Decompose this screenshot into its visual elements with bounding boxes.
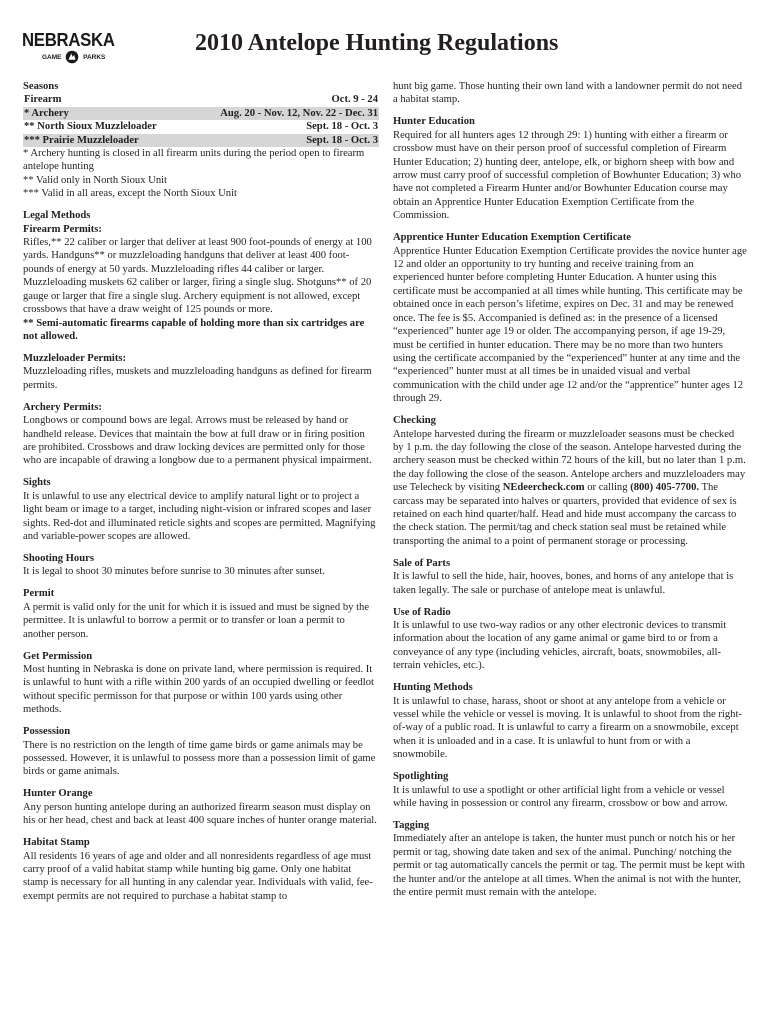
- season-name: ** North Sioux Muzzleloader: [24, 121, 157, 133]
- habitat-stamp-heading: Habitat Stamp: [23, 837, 90, 849]
- season-note: ** Valid only in North Sioux Unit: [23, 174, 168, 186]
- apprentice-heading: Apprentice Hunter Education Exemption Certificate: [393, 232, 631, 244]
- logo-emblem-icon: [65, 50, 79, 64]
- hunting-methods-section: [393, 681, 747, 761]
- firearm-permits-note: ** Semi-automatic firearms capable of holding more than six cartridges are not allowed.: [23, 317, 365, 342]
- hunter-orange-text: Any person hunting antelope during an authorized firearm season must display on his or her head, chest and back at least 400 square inches of hunter orange material.: [23, 801, 377, 827]
- firearm-permits-heading: Firearm Permits:: [23, 223, 102, 235]
- season-note: *** Valid in all areas, except the North Sioux Unit: [23, 188, 237, 200]
- logo-subline: [42, 50, 105, 64]
- shooting-hours-heading: Shooting Hours: [23, 552, 94, 564]
- spotlighting-section: [393, 770, 747, 810]
- season-row-north-sioux: [23, 120, 379, 133]
- muzzleloader-text: Muzzleloading rifles, muskets and muzzleloading handguns as defined for firearm permits.: [23, 366, 372, 391]
- logo-right-word: PARKS: [83, 53, 106, 61]
- get-permission-section: [23, 650, 379, 717]
- checking-heading: Checking: [393, 415, 436, 427]
- sale-of-parts-section: [393, 557, 747, 597]
- hunter-education-text: Required for all hunters ages 12 through 29: 1) hunting with either a firearm or crossbow must have on their person proof of successful completion of Firearm Hunter Education; 2) hunting deer, antelope, elk, or bighorn sheep with bow and arrow must carry proof of successful completion of Bowhunter Education; 3) who have not completed a Firearm Hunter and/or Bowhunter Education course may obtain an Apprentice Hunter Education Exemption Certificate from the Commission.: [393, 129, 742, 222]
- checking-text-after: The carcass may be separated into halves or quarters, provided that evidence of sex is retained on each hind quarter/half. Head and hide must accompany the carcass to the check station. The permit/tag and check station seal must be retained while transporting the animal to a point of permanent storage or processing.: [393, 482, 737, 547]
- possession-section: [23, 725, 379, 779]
- hunter-education-section: [393, 115, 747, 222]
- legal-methods-heading: Legal Methods: [23, 210, 91, 222]
- hunting-methods-heading: Hunting Methods: [393, 682, 473, 694]
- checking-text-middle: or calling: [584, 482, 631, 494]
- tagging-heading: Tagging: [393, 820, 430, 832]
- habitat-stamp-continued: [393, 80, 747, 107]
- spotlighting-heading: Spotlighting: [393, 771, 449, 783]
- habitat-stamp-continued-text: hunt big game. Those hunting their own land with a landowner permit do not need a habitat stamp.: [393, 81, 743, 106]
- permit-section: [23, 587, 379, 641]
- legal-methods-section: [23, 209, 379, 343]
- shooting-hours-section: [23, 552, 379, 579]
- muzzleloader-section: [23, 352, 379, 392]
- get-permission-text: Most hunting in Nebraska is done on private land, where permission is required. It is unlawful to hunt with a rifle within 200 yards of an occupied dwelling or feedlot without specific permisson for that purpose or within 100 yards using other methods.: [23, 664, 374, 716]
- tagging-text: Immediately after an antelope is taken, the hunter must punch or notch his or her permit or tag, showing date taken and sex of the animal. Punching/ notching the permit or tag automatically cancels the permit or tag. The permit must be kept with the hunter and/or the antelope at all times. When the animal is not with the hunter, the entire permit must remain with the antelope.: [393, 833, 745, 899]
- right-column: [393, 80, 747, 908]
- season-note: * Archery hunting is closed in all firearm units during the period open to firearm antelope hunting: [23, 148, 365, 173]
- checking-text-before: Antelope harvested during the firearm or muzzleloader seasons must be checked by 1 p.m. the day following the close of the season. Antelope harvested during the archery season must be checked within 72 hours of the kill, but no later than 1 p.m. the day following the close of the season. Antelope archers and muzzleloaders may use Telecheck by visiting: [393, 428, 746, 494]
- sale-of-parts-heading: Sale of Parts: [393, 557, 451, 569]
- hunter-education-heading: Hunter Education: [393, 116, 475, 128]
- use-of-radio-section: [393, 606, 747, 673]
- season-row-firearm: [23, 93, 379, 106]
- logo-wordmark: NEBRASKA: [22, 30, 115, 50]
- permit-heading: Permit: [23, 588, 55, 600]
- use-of-radio-text: It is unlawful to use two-way radios or any other electronic devices to transmit information about the location of any game animal or game bird to or from a conveyance of any type (including vehicles, aircraft, boats, snowmobiles, all-terrain vehicles, etc.).: [393, 620, 727, 672]
- archery-section: [23, 401, 379, 468]
- season-dates: Sept. 18 - Oct. 3: [306, 121, 378, 133]
- muzzleloader-heading: Muzzleloader Permits:: [23, 352, 127, 364]
- tagging-section: [393, 819, 747, 899]
- season-name: * Archery: [24, 107, 69, 119]
- sights-text: It is unlawful to use any electrical device to amplify natural light or to project a light beam or image to a target, including night-vision or infrared scopes and laser sights. Red-dot and illuminated reticle sights and scopes are permitted. Magnifying and variable-power scopes are allowed.: [23, 490, 376, 542]
- left-column: [23, 80, 379, 912]
- season-name: *** Prairie Muzzleloader: [24, 134, 139, 146]
- possession-heading: Possession: [23, 726, 71, 738]
- hunter-orange-heading: Hunter Orange: [23, 788, 93, 800]
- sale-of-parts-text: It is lawful to sell the hide, hair, hooves, bones, and horns of any antelope that is taken legally. The sale or purchase of antelope meat is unlawful.: [393, 571, 734, 596]
- shooting-hours-text: It is legal to shoot 30 minutes before sunrise to 30 minutes after sunset.: [23, 566, 325, 578]
- spotlighting-text: It is unlawful to use a spotlight or other artificial light from a vehicle or vessel while having in possession or control any firearm, crossbow or bow and arrow.: [393, 784, 728, 810]
- checking-section: [393, 414, 747, 548]
- use-of-radio-heading: Use of Radio: [393, 606, 451, 618]
- checking-text: [393, 428, 747, 549]
- season-name: Firearm: [24, 94, 62, 106]
- seasons-heading: Seasons: [23, 81, 59, 92]
- season-row-prairie: [23, 134, 379, 147]
- sights-section: [23, 476, 379, 543]
- firearm-permits-text: Rifles,** 22 caliber or larger that deliver at least 900 foot-pounds of energy at 100 yards. Handguns** or muzzleloading handguns that deliver at least 400 foot-pounds of energy at 50 yards. Muzzleloading rifles 44 caliber or larger. Muzzleloading muskets 62 caliber or larger, firing a single slug. Shotguns** of 20 gauge or larger that fire a single slug. Archery equipment is not allowed, except crossbows that have a draw weight of 125 pounds or more.: [23, 237, 372, 316]
- apprentice-section: [393, 231, 747, 405]
- telecheck-phone-number: (800) 405-7700.: [630, 482, 700, 494]
- telecheck-website-link[interactable]: NEdeercheck.com: [502, 482, 585, 494]
- season-dates: Oct. 9 - 24: [331, 94, 378, 106]
- nebraska-game-parks-logo: [22, 30, 117, 64]
- season-dates: Sept. 18 - Oct. 3: [306, 134, 378, 146]
- permit-text: A permit is valid only for the unit for which it is issued and must be signed by the permittee. It is unlawful to borrow a permit or to transfer or loan a permit to another person.: [23, 601, 370, 640]
- page-title: 2010 Antelope Hunting Regulations: [195, 30, 559, 56]
- habitat-stamp-text: All residents 16 years of age and older and all nonresidents regardless of age must carry proof of a valid habitat stamp while hunting big game. Only one habitat stamp is necessary for all hunting in any calendar year. Individuals with valid, fee-exempt permits are not required to purchase a habitat stamp to: [23, 850, 373, 902]
- get-permission-heading: Get Permission: [23, 650, 93, 662]
- logo-left-word: GAME: [42, 53, 62, 61]
- habitat-stamp-section: [23, 836, 379, 903]
- archery-heading: Archery Permits:: [23, 401, 102, 413]
- archery-text: Longbows or compound bows are legal. Arrows must be released by hand or handheld release. Devices that maintain the bow at full draw or in firing position are prohibited. Crossbows and draw locking devices are permitted only for those who are incapable of drawing a longbow due to a permanent physical impairment.: [23, 415, 372, 467]
- possession-text: There is no restriction on the length of time game birds or game animals may be possessed. However, it is unlawful to possess more than a possession limit of game birds or game animals.: [23, 739, 376, 778]
- hunter-orange-section: [23, 787, 379, 827]
- hunting-methods-text: It is unlawful to chase, harass, shoot or shoot at any antelope from a vehicle or vessel while the vehicle or vessel is moving. It is unlawful to shoot from the right-of-way of a public road. It is unlawful to carry a firearm on a snowmobile, except when it is unloaded and in a case. It is unlawful to hunt from or with a snowmobile.: [393, 695, 742, 761]
- season-dates: Aug. 20 - Nov. 12, Nov. 22 - Dec. 31: [220, 107, 378, 119]
- seasons-section: [23, 80, 379, 201]
- season-row-archery: [23, 107, 379, 120]
- apprentice-text: Apprentice Hunter Education Exemption Certificate provides the novice hunter age 12 and older an opportunity to try hunting and receive training from an experienced hunter before completing Hunter Education. A hunter using this certificate must be accompanied at all times while hunting. This certificate may be obtained once in each person’s lifetime, expires on Dec. 31 and may be renewed once. The fee is $5. Accompanied is defined as: in the presence of a licensed “experienced” hunter age 19 or older. The accompanying person, if age 19-29, must be certified in hunter education. There may be no more than two hunters using the certificate accompanied by the “experienced” hunter at any time and the “experienced” hunter must at all times be in unaided visual and verbal communication with the child under age 12 and/or the “apprentice” hunter ages 12 through 29.: [393, 245, 747, 405]
- sights-heading: Sights: [23, 477, 51, 489]
